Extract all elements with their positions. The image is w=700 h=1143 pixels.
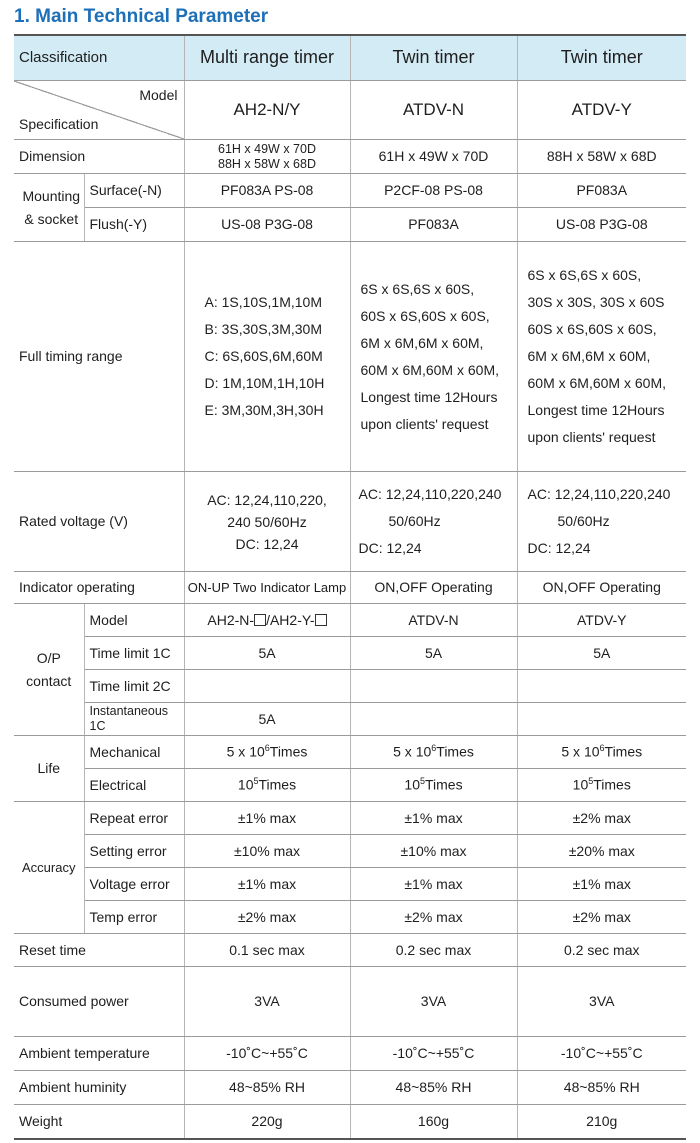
- checkbox-placeholder-icon: [315, 614, 327, 626]
- instantaneous-value: 5A: [184, 703, 350, 736]
- electrical-row: [14, 769, 686, 802]
- model-row: [14, 81, 686, 140]
- voltage-line: DC: 12,24: [235, 535, 299, 552]
- timing-line: B: 3S,30S,3M,30M: [204, 321, 323, 337]
- electrical-value: [184, 769, 350, 802]
- timing-line: 30S x 30S, 30S x 60S: [527, 294, 665, 310]
- elec-unit: Times: [593, 776, 631, 793]
- setting-value: ±10% max: [350, 835, 517, 868]
- mech-exp: 6: [431, 743, 437, 754]
- humidity-value: 48~85% RH: [350, 1071, 517, 1105]
- timing-line: 6M x 6M,6M x 60M,: [360, 334, 484, 351]
- voltage-error-label: Voltage error: [84, 868, 184, 901]
- op-model-prefix: AH2-N-: [207, 611, 255, 628]
- ambient-temp-value: -10˚C~+55˚C: [184, 1037, 350, 1071]
- power-label: Consumed power: [14, 967, 184, 1037]
- reset-value: 0.2 sec max: [517, 934, 686, 967]
- timing-label: Full timing range: [14, 242, 184, 472]
- elec-exp: 5: [419, 776, 425, 787]
- temp-error-value: ±2% max: [350, 901, 517, 934]
- voltage-row: [14, 472, 686, 572]
- checkbox-placeholder-icon: [254, 614, 266, 626]
- model-label: Model: [139, 87, 178, 103]
- timing-line: 6M x 6M,6M x 60M,: [527, 348, 651, 364]
- limit2-row: [14, 670, 686, 703]
- column-header-twin-y: Twin timer: [517, 35, 686, 81]
- flush-value: PF083A: [350, 208, 517, 242]
- power-value: 3VA: [517, 967, 686, 1037]
- column-header-twin-n: Twin timer: [350, 35, 517, 81]
- timing-value: [350, 242, 517, 472]
- mounting-label: [14, 174, 84, 242]
- mech-unit: Times: [604, 743, 643, 760]
- mounting-label-line: & socket: [24, 210, 79, 227]
- dimension-label: Dimension: [14, 140, 184, 174]
- timing-line: Longest time 12Hours: [527, 402, 665, 418]
- indicator-value: ON,OFF Operating: [350, 572, 517, 604]
- timing-line: 60M x 6M,60M x 60M,: [527, 375, 666, 391]
- voltage-error-value: ±1% max: [184, 868, 350, 901]
- reset-value: 0.1 sec max: [184, 934, 350, 967]
- timing-line: upon clients' request: [527, 429, 656, 445]
- voltage-line: 50/60Hz: [557, 513, 610, 529]
- mech-exp: 6: [264, 743, 270, 754]
- temp-error-label: Temp error: [84, 901, 184, 934]
- voltage-line: 240 50/60Hz: [227, 513, 307, 530]
- accuracy-label: Accuracy: [14, 802, 84, 934]
- limit2-label: Time limit 2C: [84, 670, 184, 703]
- voltage-line: DC: 12,24: [358, 540, 422, 556]
- timing-line: 60S x 6S,60S x 60S,: [360, 307, 490, 324]
- timing-line: E: 3M,30M,3H,30H: [204, 402, 324, 418]
- limit2-value: [517, 670, 686, 703]
- instantaneous-value: [517, 703, 686, 736]
- model-value: AH2-N/Y: [184, 81, 350, 140]
- timing-line: C: 6S,60S,6M,60M: [204, 348, 323, 364]
- timing-line: 6S x 6S,6S x 60S,: [360, 280, 475, 297]
- setting-value: ±10% max: [184, 835, 350, 868]
- limit1-row: [14, 637, 686, 670]
- elec-base: 10: [404, 776, 420, 793]
- voltage-error-value: ±1% max: [517, 868, 686, 901]
- weight-label: Weight: [14, 1105, 184, 1139]
- timing-value: [517, 242, 686, 472]
- mounting-label-line: Mounting: [22, 188, 81, 205]
- op-contact-label: [14, 604, 84, 736]
- repeat-row: [14, 802, 686, 835]
- limit2-value: [184, 670, 350, 703]
- timing-line: A: 1S,10S,1M,10M: [204, 294, 323, 310]
- timing-line: 60S x 6S,60S x 60S,: [527, 321, 657, 337]
- electrical-label: Electrical: [84, 769, 184, 802]
- repeat-value: ±1% max: [350, 802, 517, 835]
- surface-value: PF083A: [517, 174, 686, 208]
- limit1-label: Time limit 1C: [84, 637, 184, 670]
- mechanical-value: [184, 736, 350, 769]
- voltage-line: 50/60Hz: [388, 513, 441, 529]
- temp-error-value: ±2% max: [517, 901, 686, 934]
- timing-line: upon clients' request: [360, 415, 489, 432]
- humidity-value: 48~85% RH: [184, 1071, 350, 1105]
- voltage-line: AC: 12,24,110,220,: [207, 491, 327, 508]
- voltage-label: Rated voltage (V): [14, 472, 184, 572]
- setting-label: Setting error: [84, 835, 184, 868]
- specification-label: Specification: [19, 116, 99, 133]
- section-title: 1. Main Technical Parameter: [14, 6, 269, 27]
- reset-label: Reset time: [14, 934, 184, 967]
- header-row: [14, 35, 686, 81]
- surface-value: PF083A PS-08: [184, 174, 350, 208]
- electrical-value: [517, 769, 686, 802]
- mech-unit: Times: [436, 743, 474, 760]
- elec-exp: 5: [588, 776, 594, 787]
- classification-header: Classification: [14, 35, 184, 81]
- limit1-value: 5A: [350, 637, 517, 670]
- op-model-separator: /AH2-Y-: [266, 611, 315, 628]
- mechanical-label: Mechanical: [84, 736, 184, 769]
- voltage-value: [517, 472, 686, 572]
- op-model-value: ATDV-N: [350, 604, 517, 637]
- dimension-value: [184, 140, 350, 174]
- setting-row: [14, 835, 686, 868]
- column-header-multi-range: Multi range timer: [184, 35, 350, 81]
- setting-value: ±20% max: [517, 835, 686, 868]
- timing-value: [184, 242, 350, 472]
- elec-unit: Times: [258, 776, 297, 793]
- power-value: 3VA: [350, 967, 517, 1037]
- repeat-label: Repeat error: [84, 802, 184, 835]
- timing-line: D: 1M,10M,1H,10H: [204, 375, 325, 391]
- dimension-value: 61H x 49W x 70D: [350, 140, 517, 174]
- indicator-label: Indicator operating: [14, 572, 184, 604]
- dimension-value: 88H x 58W x 68D: [517, 140, 686, 174]
- humidity-label: Ambient huminity: [14, 1071, 184, 1105]
- dimension-row: [14, 140, 686, 174]
- indicator-value: ON-UP Two Indicator Lamp: [184, 572, 350, 604]
- mechanical-row: [14, 736, 686, 769]
- parameter-table: [14, 34, 686, 1140]
- voltage-line: AC: 12,24,110,220,240: [358, 486, 502, 502]
- mechanical-value: [517, 736, 686, 769]
- temp-error-value: ±2% max: [184, 901, 350, 934]
- reset-value: 0.2 sec max: [350, 934, 517, 967]
- elec-exp: 5: [253, 776, 259, 787]
- instantaneous-label: Instantaneous 1C: [84, 703, 184, 736]
- mech-unit: Times: [269, 743, 308, 760]
- voltage-error-row: [14, 868, 686, 901]
- ambient-temp-value: -10˚C~+55˚C: [517, 1037, 686, 1071]
- op-model-label: Model: [84, 604, 184, 637]
- weight-value: 160g: [350, 1105, 517, 1139]
- life-label: Life: [14, 736, 84, 802]
- model-value: ATDV-Y: [517, 81, 686, 140]
- surface-label: Surface(-N): [84, 174, 184, 208]
- mech-base: 5 x 10: [561, 743, 600, 760]
- elec-unit: Times: [425, 776, 463, 793]
- limit2-value: [350, 670, 517, 703]
- voltage-value: [184, 472, 350, 572]
- instantaneous-row: [14, 703, 686, 736]
- limit1-value: 5A: [517, 637, 686, 670]
- op-contact-label-line: O/P: [36, 650, 61, 667]
- timing-line: 6S x 6S,6S x 60S,: [527, 267, 642, 283]
- flush-value: US-08 P3G-08: [517, 208, 686, 242]
- weight-value: 210g: [517, 1105, 686, 1139]
- electrical-value: [350, 769, 517, 802]
- surface-value: P2CF-08 PS-08: [350, 174, 517, 208]
- humidity-value: 48~85% RH: [517, 1071, 686, 1105]
- op-model-value: [184, 604, 350, 637]
- dimension-line: 88H x 58W x 68D: [218, 156, 316, 171]
- reset-row: [14, 934, 686, 967]
- mechanical-value: [350, 736, 517, 769]
- mech-base: 5 x 10: [393, 743, 432, 760]
- weight-value: 220g: [184, 1105, 350, 1139]
- indicator-row: [14, 572, 686, 604]
- ambient-temp-row: [14, 1037, 686, 1071]
- mech-exp: 6: [599, 743, 605, 754]
- temp-error-row: [14, 901, 686, 934]
- flush-row: [14, 208, 686, 242]
- weight-row: [14, 1105, 686, 1139]
- timing-line: Longest time 12Hours: [360, 388, 498, 405]
- model-spec-cell: [14, 81, 184, 140]
- humidity-row: [14, 1071, 686, 1105]
- voltage-value: [350, 472, 517, 572]
- dimension-line: 61H x 49W x 70D: [218, 141, 316, 156]
- power-row: [14, 967, 686, 1037]
- voltage-line: AC: 12,24,110,220,240: [527, 486, 671, 502]
- model-value: ATDV-N: [350, 81, 517, 140]
- instantaneous-value: [350, 703, 517, 736]
- elec-base: 10: [237, 776, 254, 793]
- voltage-line: DC: 12,24: [527, 540, 591, 556]
- op-contact-label-line: contact: [26, 672, 72, 689]
- flush-label: Flush(-Y): [84, 208, 184, 242]
- timing-row: [14, 242, 686, 472]
- elec-base: 10: [572, 776, 589, 793]
- repeat-value: ±1% max: [184, 802, 350, 835]
- indicator-value: ON,OFF Operating: [517, 572, 686, 604]
- timing-line: 60M x 6M,60M x 60M,: [360, 361, 499, 378]
- repeat-value: ±2% max: [517, 802, 686, 835]
- op-model-value: ATDV-Y: [517, 604, 686, 637]
- limit1-value: 5A: [184, 637, 350, 670]
- op-model-row: [14, 604, 686, 637]
- mech-base: 5 x 10: [226, 743, 265, 760]
- flush-value: US-08 P3G-08: [184, 208, 350, 242]
- surface-row: [14, 174, 686, 208]
- power-value: 3VA: [184, 967, 350, 1037]
- voltage-error-value: ±1% max: [350, 868, 517, 901]
- ambient-temp-label: Ambient temperature: [14, 1037, 184, 1071]
- ambient-temp-value: -10˚C~+55˚C: [350, 1037, 517, 1071]
